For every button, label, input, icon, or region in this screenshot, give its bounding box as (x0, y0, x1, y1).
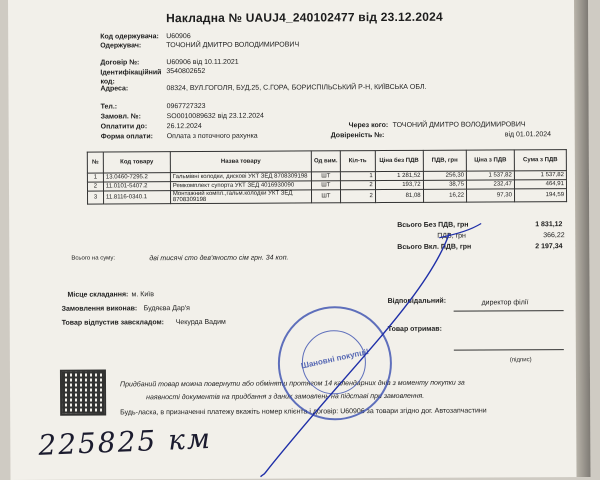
col-price: Ціна без ПДВ (375, 150, 423, 171)
cell: 13.0460-7295.2 (103, 173, 170, 182)
id-code-label: Ідентифікаційний код: (100, 69, 162, 86)
cell: 1 281,52 (375, 171, 423, 180)
invoice-title: Накладна № UAUJ4_240102477 від 23.12.2024 (166, 9, 443, 26)
sum-in-words-label: Всього на суму: (71, 255, 116, 262)
cell: 16,22 (423, 189, 467, 202)
cell: 97,30 (467, 189, 515, 202)
recipient-code: U60906 (166, 33, 191, 41)
executed-by-label: Замовлення виконав: (61, 305, 138, 313)
address-value: 08324, ВУЛ.ГОГОЛЯ, БУД.25, С.ГОРА, БОРИСПІЛЬСЬКИЙ Р-Н, КИЇВСЬКА ОБЛ. (166, 83, 427, 93)
cell: ШТ (312, 190, 341, 203)
vat-total: 366,22 (543, 232, 565, 240)
col-unit: Од вим. (311, 151, 340, 172)
col-sum: Сума з ПДВ (514, 150, 566, 171)
responsible-value: директор філії (481, 299, 529, 307)
pay-until-label: Оплатити до: (100, 123, 148, 131)
return-notice-line-1: Придбаний товар можна повернути або обміняти протягом 14 календарних днів з моменту покупки за (119, 379, 465, 389)
cell: 2 (340, 181, 375, 190)
total-with-vat-label: Всього Вкл. ПДВ, грн (397, 243, 472, 251)
address-label: Адреса: (100, 85, 129, 93)
cell: 81,08 (375, 189, 423, 202)
cell: Гальмівні колодки, дискові УКТ ЗЕД 8708309198 (170, 172, 311, 182)
invoice-sheet (8, 0, 591, 480)
col-code: Код товару (103, 152, 170, 173)
cell: 3 (88, 191, 104, 204)
cell: 2 (87, 182, 103, 191)
cell: 193,72 (375, 180, 423, 189)
cell: 11.0101-5407.2 (103, 182, 170, 191)
cell: Ремкомплект супорта УКТ ЗЕД 4016930090 (170, 181, 311, 191)
col-qty: Кіл-ть (340, 151, 375, 172)
cell: 1 537,82 (514, 171, 566, 180)
cell: ШТ (312, 181, 341, 190)
cell: 1 537,82 (467, 171, 515, 180)
total-with-vat: 2 197,34 (535, 243, 563, 251)
through-label: Через кого: (348, 122, 389, 130)
cell: 256,30 (423, 171, 467, 180)
received-by-label: Товар отримав: (387, 325, 442, 334)
col-name: Назва товару (170, 151, 311, 173)
cell: 11.8116-0340.1 (103, 191, 170, 204)
cell: 2 (340, 190, 375, 203)
responsible-label: Відповідальний: (387, 297, 447, 306)
recipient-name: ТОЧОНИЙ ДМИТРО ВОЛОДИМИРОВИЧ (166, 41, 300, 50)
order-value: SO0010089632 від 23.12.2024 (166, 112, 264, 121)
handwritten-mileage: 225825 км (37, 421, 213, 462)
through-value: ТОЧОНИЙ ДМИТРО ВОЛОДИМИРОВИЧ (392, 121, 526, 129)
released-by-label: Товар відпустив завскладом: (61, 319, 165, 327)
id-code-value: 3540802652 (166, 67, 206, 76)
power-of-attorney-date: від 01.01.2024 (504, 131, 552, 139)
sum-in-words: дві тисячі сто дев'яносто сім грн. 34 коп. (149, 254, 289, 263)
cell: 1 (340, 172, 375, 181)
signature-caption: (підпис) (509, 357, 532, 364)
cell: ШТ (311, 172, 340, 181)
return-notice-line-2: наявності документів на придбання з даних замовлень на підставі при замовлення. (146, 392, 425, 402)
total-without-vat: 1 831,12 (535, 221, 563, 229)
released-by-value: Чекурда Вадим (175, 318, 226, 327)
contract-label: Договір №: (100, 59, 140, 67)
payment-form-label: Форма оплати: (100, 133, 154, 141)
col-price-vat: Ціна з ПДВ (466, 150, 514, 171)
cell: 232,47 (467, 180, 515, 189)
page-edge-shadow (574, 0, 591, 477)
cell: 38,75 (423, 180, 467, 189)
phone-label: Тел.: (100, 103, 118, 111)
payment-form-value: Оплата з поточного рахунка (166, 132, 258, 141)
col-number: № (87, 152, 103, 173)
order-label: Замовл. №: (100, 113, 141, 121)
power-of-attorney-label: Довіреність №: (330, 132, 385, 140)
cell: 194,59 (514, 189, 566, 202)
stamp-text: Шановні покупці! (300, 347, 370, 371)
cell: Монтажний компл.,гальм.колодки УКТ ЗЕД 8708309198 (170, 190, 311, 204)
vat-label: ПДВ, грн (437, 232, 466, 240)
cell: 464,91 (514, 180, 566, 189)
contract-value: U60906 від 10.11.2021 (166, 58, 239, 67)
pen-signature-stroke (8, 0, 591, 480)
pay-until-value: 26.12.2024 (166, 122, 202, 131)
recipient-code-label: Код одержувача: (100, 33, 159, 41)
cell: 1 (87, 173, 103, 182)
place-label: Місце складання: (67, 291, 129, 299)
payment-notice: Будь-ласка, в призначенні платежу вкажіть номер клієнта і договір: U60906 за товари згідно дог. Автозапчастини (120, 407, 487, 417)
executed-by-value: Будяєва Дар'я (143, 305, 190, 313)
recipient-label: Одержувач: (100, 42, 142, 50)
place-value: м. Київ (131, 291, 154, 299)
total-without-vat-label: Всього Без ПДВ, грн (397, 221, 469, 229)
phone-value: 0967727323 (166, 102, 206, 111)
col-vat: ПДВ, грн (423, 150, 467, 171)
